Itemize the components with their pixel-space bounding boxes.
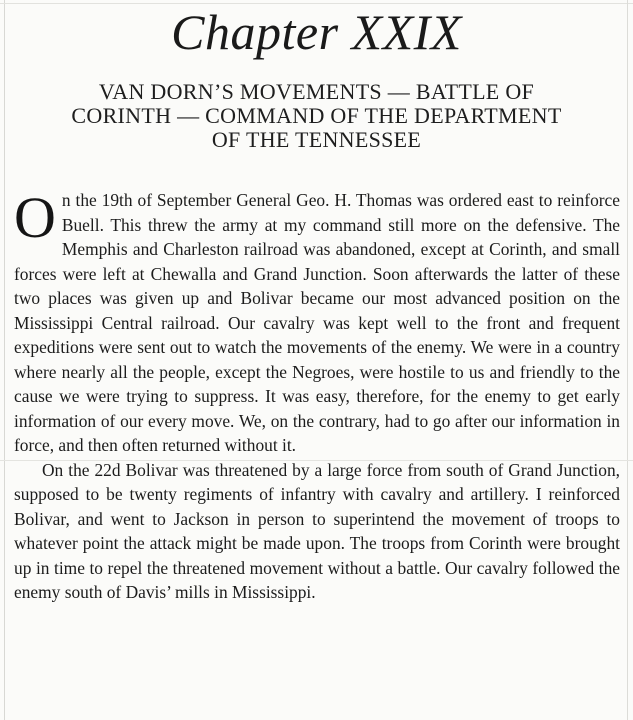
subtitle-line-3: OF THE TENNESSEE [211, 127, 422, 152]
drop-cap: O [14, 185, 56, 250]
paragraph-2: On the 22d Bolivar was threatened by a large force from south of Grand Junction, supposed to be twenty regiments of infantry with cavalry and artillery. I reinforced Bolivar, and went to Jackson in person to superintend the movement of troops to whatever point the attack might be made upon. The troops from Corinth were brought up in time to repel the threatened movement without a battle. Our cavalry followed the enemy south of Davis’ mills in Mississippi. [14, 459, 620, 602]
subtitle-line-2: CORINTH — COMMAND OF THE DEPARTMENT [71, 103, 562, 128]
subtitle-line-1: VAN DORN’S MOVEMENTS — BATTLE OF [98, 79, 535, 104]
chapter-subtitle [0, 80, 633, 152]
paragraph-1 [14, 185, 620, 458]
chapter-title: Chapter XXIX [171, 4, 462, 60]
paragraph-1-text: n the 19th of September General Geo. H. Thomas was ordered east to reinforce Buell. This threw the army at my command still more on the defensive. The Memphis and Charleston railroad was abandoned, except at Corinth, and small forces were left at Chewalla and Grand Junction. Soon afterwards the latter of these two places was given up and Bolivar became our most advanced position on the Mississippi Central railroad. Our cavalry was kept well to the front and frequent expeditions were sent out to watch the movements of the enemy. We were in a country where nearly all the people, except the Negroes, were hostile to us and friendly to the cause we were trying to suppress. It was easy, therefore, for the enemy to get early information of our every move. We, on the contrary, had to go after our information in force, and then often returned without it. [14, 190, 620, 455]
body-text [14, 185, 620, 605]
